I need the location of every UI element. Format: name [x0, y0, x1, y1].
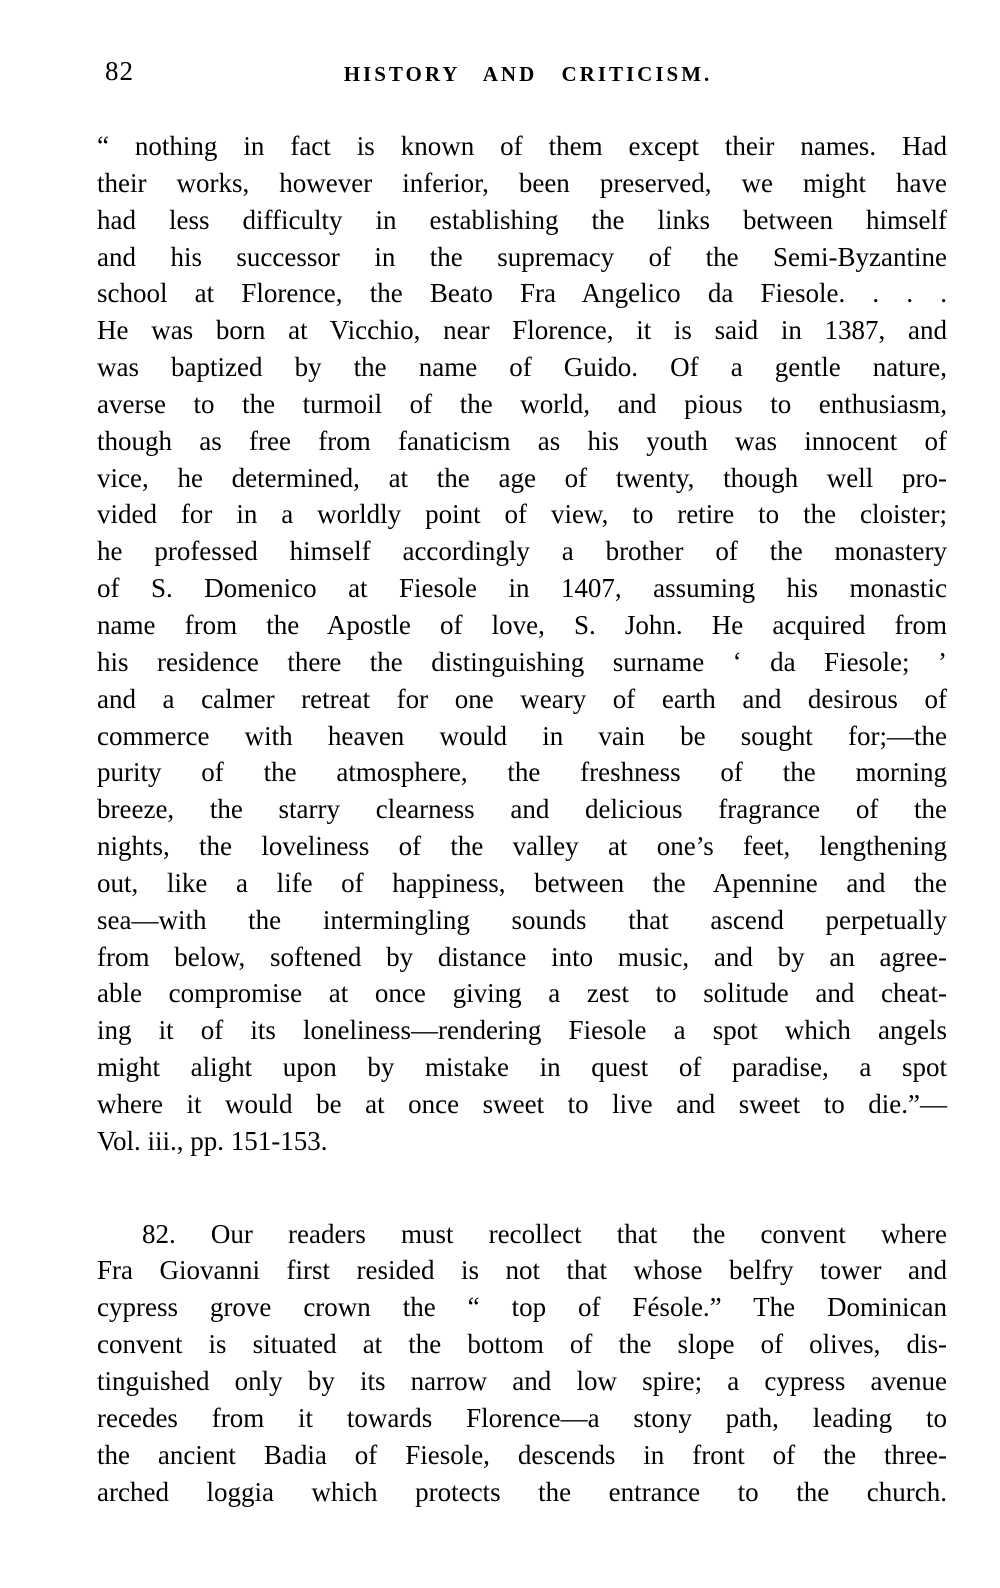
text-block [97, 128, 947, 1510]
text-line: out, like a life of happiness, between the Apennine and the [97, 867, 947, 898]
text-line: school at Florence, the Beato Fra Angelico da Fiesole. . . . [97, 278, 947, 309]
text-line: able compromise at once giving a zest to solitude and cheat- [97, 978, 947, 1009]
text-line: his residence there the distinguishing surname ‘ da Fiesole; ’ [97, 646, 947, 677]
text-line: recedes from it towards Florence—a stony path, leading to [97, 1402, 947, 1433]
text-line: 82. Our readers must recollect that the convent where [142, 1218, 947, 1249]
text-line: “ nothing in fact is known of them except their names. Had [97, 131, 947, 161]
running-title: HISTORY AND CRITICISM. [343, 62, 713, 86]
text-line: of S. Domenico at Fiesole in 1407, assuming his monastic [97, 573, 947, 604]
text-line: sea—with the intermingling sounds that ascend perpetually [97, 904, 947, 935]
text-line: Vol. iii., pp. 151-153. [97, 1125, 328, 1156]
text-line: averse to the turmoil of the world, and pious to enthusiasm, [97, 388, 947, 419]
text-line: vided for in a worldly point of view, to retire to the cloister; [97, 499, 947, 530]
text-line: and his successor in the supremacy of the Semi-Byzantine [97, 241, 947, 272]
text-line: and a calmer retreat for one weary of earth and desirous of [97, 683, 947, 714]
text-line: purity of the atmosphere, the freshness of the morning [97, 757, 947, 788]
page-header [97, 56, 947, 90]
text-line: He was born at Vicchio, near Florence, it is said in 1387, and [97, 315, 947, 346]
text-line: breeze, the starry clearness and delicious fragrance of the [97, 794, 947, 825]
text-line: convent is situated at the bottom of the slope of olives, dis- [97, 1329, 947, 1360]
text-line: cypress grove crown the “ top of Fésole.” The Dominican [97, 1292, 947, 1323]
text-line: might alight upon by mistake in quest of paradise, a spot [97, 1052, 947, 1083]
text-line: nights, the loveliness of the valley at one’s feet, lengthening [97, 831, 947, 862]
text-line: vice, he determined, at the age of twenty, though well pro- [97, 462, 947, 493]
text-line: where it would be at once sweet to live and sweet to die.”— [97, 1088, 947, 1119]
text-line: the ancient Badia of Fiesole, descends in front of the three- [97, 1439, 947, 1470]
quoted-passage [97, 128, 947, 1160]
text-line: arched loggia which protects the entrance to the church. [97, 1476, 947, 1507]
text-line: though as free from fanaticism as his youth was innocent of [97, 425, 947, 456]
text-line: tinguished only by its narrow and low spire; a cypress avenue [97, 1366, 947, 1396]
text-line: from below, softened by distance into music, and by an agree- [97, 941, 947, 972]
page-number: 82 [105, 56, 134, 86]
text-line: their works, however inferior, been preserved, we might have [97, 167, 947, 198]
text-line: he professed himself accordingly a brother of the monastery [97, 536, 947, 567]
text-line: was baptized by the name of Guido. Of a gentle nature, [97, 352, 947, 383]
section-82-paragraph [97, 1216, 947, 1511]
text-line: Fra Giovanni first resided is not that whose belfry tower and [97, 1255, 947, 1286]
text-line: ing it of its loneliness—rendering Fiesole a spot which angels [97, 1015, 947, 1046]
text-line: name from the Apostle of love, S. John. He acquired from [97, 609, 947, 640]
text-line: had less difficulty in establishing the links between himself [97, 204, 947, 235]
text-line: commerce with heaven would in vain be sought for;—the [97, 720, 947, 751]
